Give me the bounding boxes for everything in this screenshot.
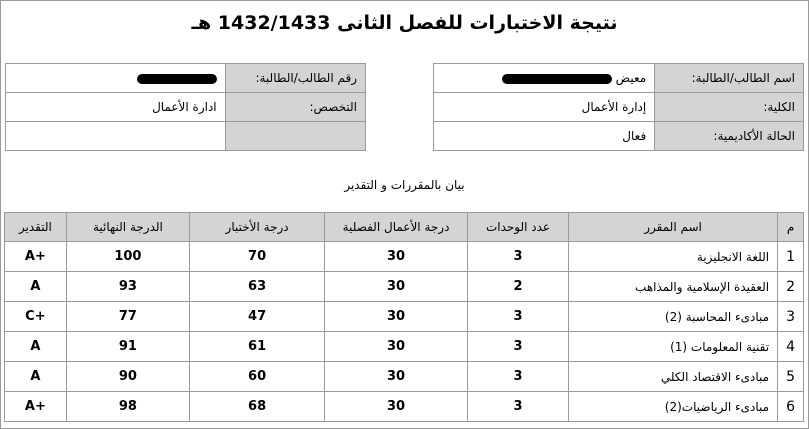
- cell-exam: 63: [190, 272, 325, 302]
- courses-table: [4, 212, 804, 422]
- header-grade: التقدير: [5, 213, 67, 242]
- header-coursework: درجة الأعمال الفصلية: [325, 213, 468, 242]
- info-separator: [366, 64, 434, 151]
- cell-number: 5: [778, 362, 804, 392]
- student-info-table: [5, 63, 804, 151]
- cell-course-name: العقيدة الإسلامية والمذاهب: [569, 272, 778, 302]
- courses-header-row: [5, 213, 804, 242]
- cell-number: 1: [778, 242, 804, 272]
- cell-number: 2: [778, 272, 804, 302]
- cell-exam: 60: [190, 362, 325, 392]
- cell-exam: 70: [190, 242, 325, 272]
- page-title: نتيجة الاختبارات للفصل الثانى 1432/1433 هـ: [191, 12, 618, 34]
- major-value: ادارة الأعمال: [6, 93, 226, 122]
- redaction-mark: [137, 74, 217, 84]
- table-row: [5, 362, 804, 392]
- cell-course-name: مبادىء الاقتصاد الكلي: [569, 362, 778, 392]
- cell-units: 3: [468, 332, 569, 362]
- cell-final: 91: [66, 332, 189, 362]
- student-name-text: معيض: [615, 71, 647, 85]
- courses-body: [5, 242, 804, 422]
- header-final: الدرجة النهائية: [66, 213, 189, 242]
- cell-final: 100: [66, 242, 189, 272]
- table-row: [5, 302, 804, 332]
- table-row: [5, 332, 804, 362]
- table-row: [5, 392, 804, 422]
- empty-value: [6, 122, 226, 151]
- empty-label: [225, 122, 365, 151]
- cell-units: 3: [468, 362, 569, 392]
- cell-coursework: 30: [325, 272, 468, 302]
- cell-grade: A+: [5, 392, 67, 422]
- cell-exam: 61: [190, 332, 325, 362]
- cell-number: 6: [778, 392, 804, 422]
- status-value: فعال: [434, 122, 655, 151]
- redaction-mark: [502, 74, 612, 84]
- cell-grade: C+: [5, 302, 67, 332]
- header-course-name: اسم المقرر: [569, 213, 778, 242]
- header-number: م: [778, 213, 804, 242]
- cell-number: 3: [778, 302, 804, 332]
- cell-exam: 47: [190, 302, 325, 332]
- cell-final: 90: [66, 362, 189, 392]
- cell-course-name: مبادىء المحاسبة (2): [569, 302, 778, 332]
- cell-grade: A: [5, 272, 67, 302]
- cell-units: 2: [468, 272, 569, 302]
- student-name-value: [434, 64, 655, 93]
- cell-exam: 68: [190, 392, 325, 422]
- college-value: إدارة الأعمال: [434, 93, 655, 122]
- cell-final: 98: [66, 392, 189, 422]
- student-id-value: [6, 64, 226, 93]
- cell-coursework: 30: [325, 332, 468, 362]
- cell-coursework: 30: [325, 242, 468, 272]
- cell-coursework: 30: [325, 392, 468, 422]
- courses-subtitle: بيان بالمقررات و التقدير: [344, 178, 465, 192]
- cell-grade: A+: [5, 242, 67, 272]
- status-label: الحالة الأكاديمية:: [655, 122, 804, 151]
- cell-course-name: مبادىء الرياضيات(2): [569, 392, 778, 422]
- cell-units: 3: [468, 242, 569, 272]
- student-name-label: اسم الطالب/الطالبة:: [655, 64, 804, 93]
- college-label: الكلية:: [655, 93, 804, 122]
- cell-course-name: تقنية المعلومات (1): [569, 332, 778, 362]
- cell-coursework: 30: [325, 302, 468, 332]
- table-row: [5, 242, 804, 272]
- cell-final: 77: [66, 302, 189, 332]
- header-units: عدد الوحدات: [468, 213, 569, 242]
- student-id-label: رقم الطالب/الطالبة:: [225, 64, 365, 93]
- cell-grade: A: [5, 332, 67, 362]
- major-label: التخصص:: [225, 93, 365, 122]
- table-row: [5, 272, 804, 302]
- cell-grade: A: [5, 362, 67, 392]
- cell-final: 93: [66, 272, 189, 302]
- cell-units: 3: [468, 302, 569, 332]
- cell-units: 3: [468, 392, 569, 422]
- cell-coursework: 30: [325, 362, 468, 392]
- cell-number: 4: [778, 332, 804, 362]
- cell-course-name: اللغة الانجليزية: [569, 242, 778, 272]
- header-exam: درجة الأختبار: [190, 213, 325, 242]
